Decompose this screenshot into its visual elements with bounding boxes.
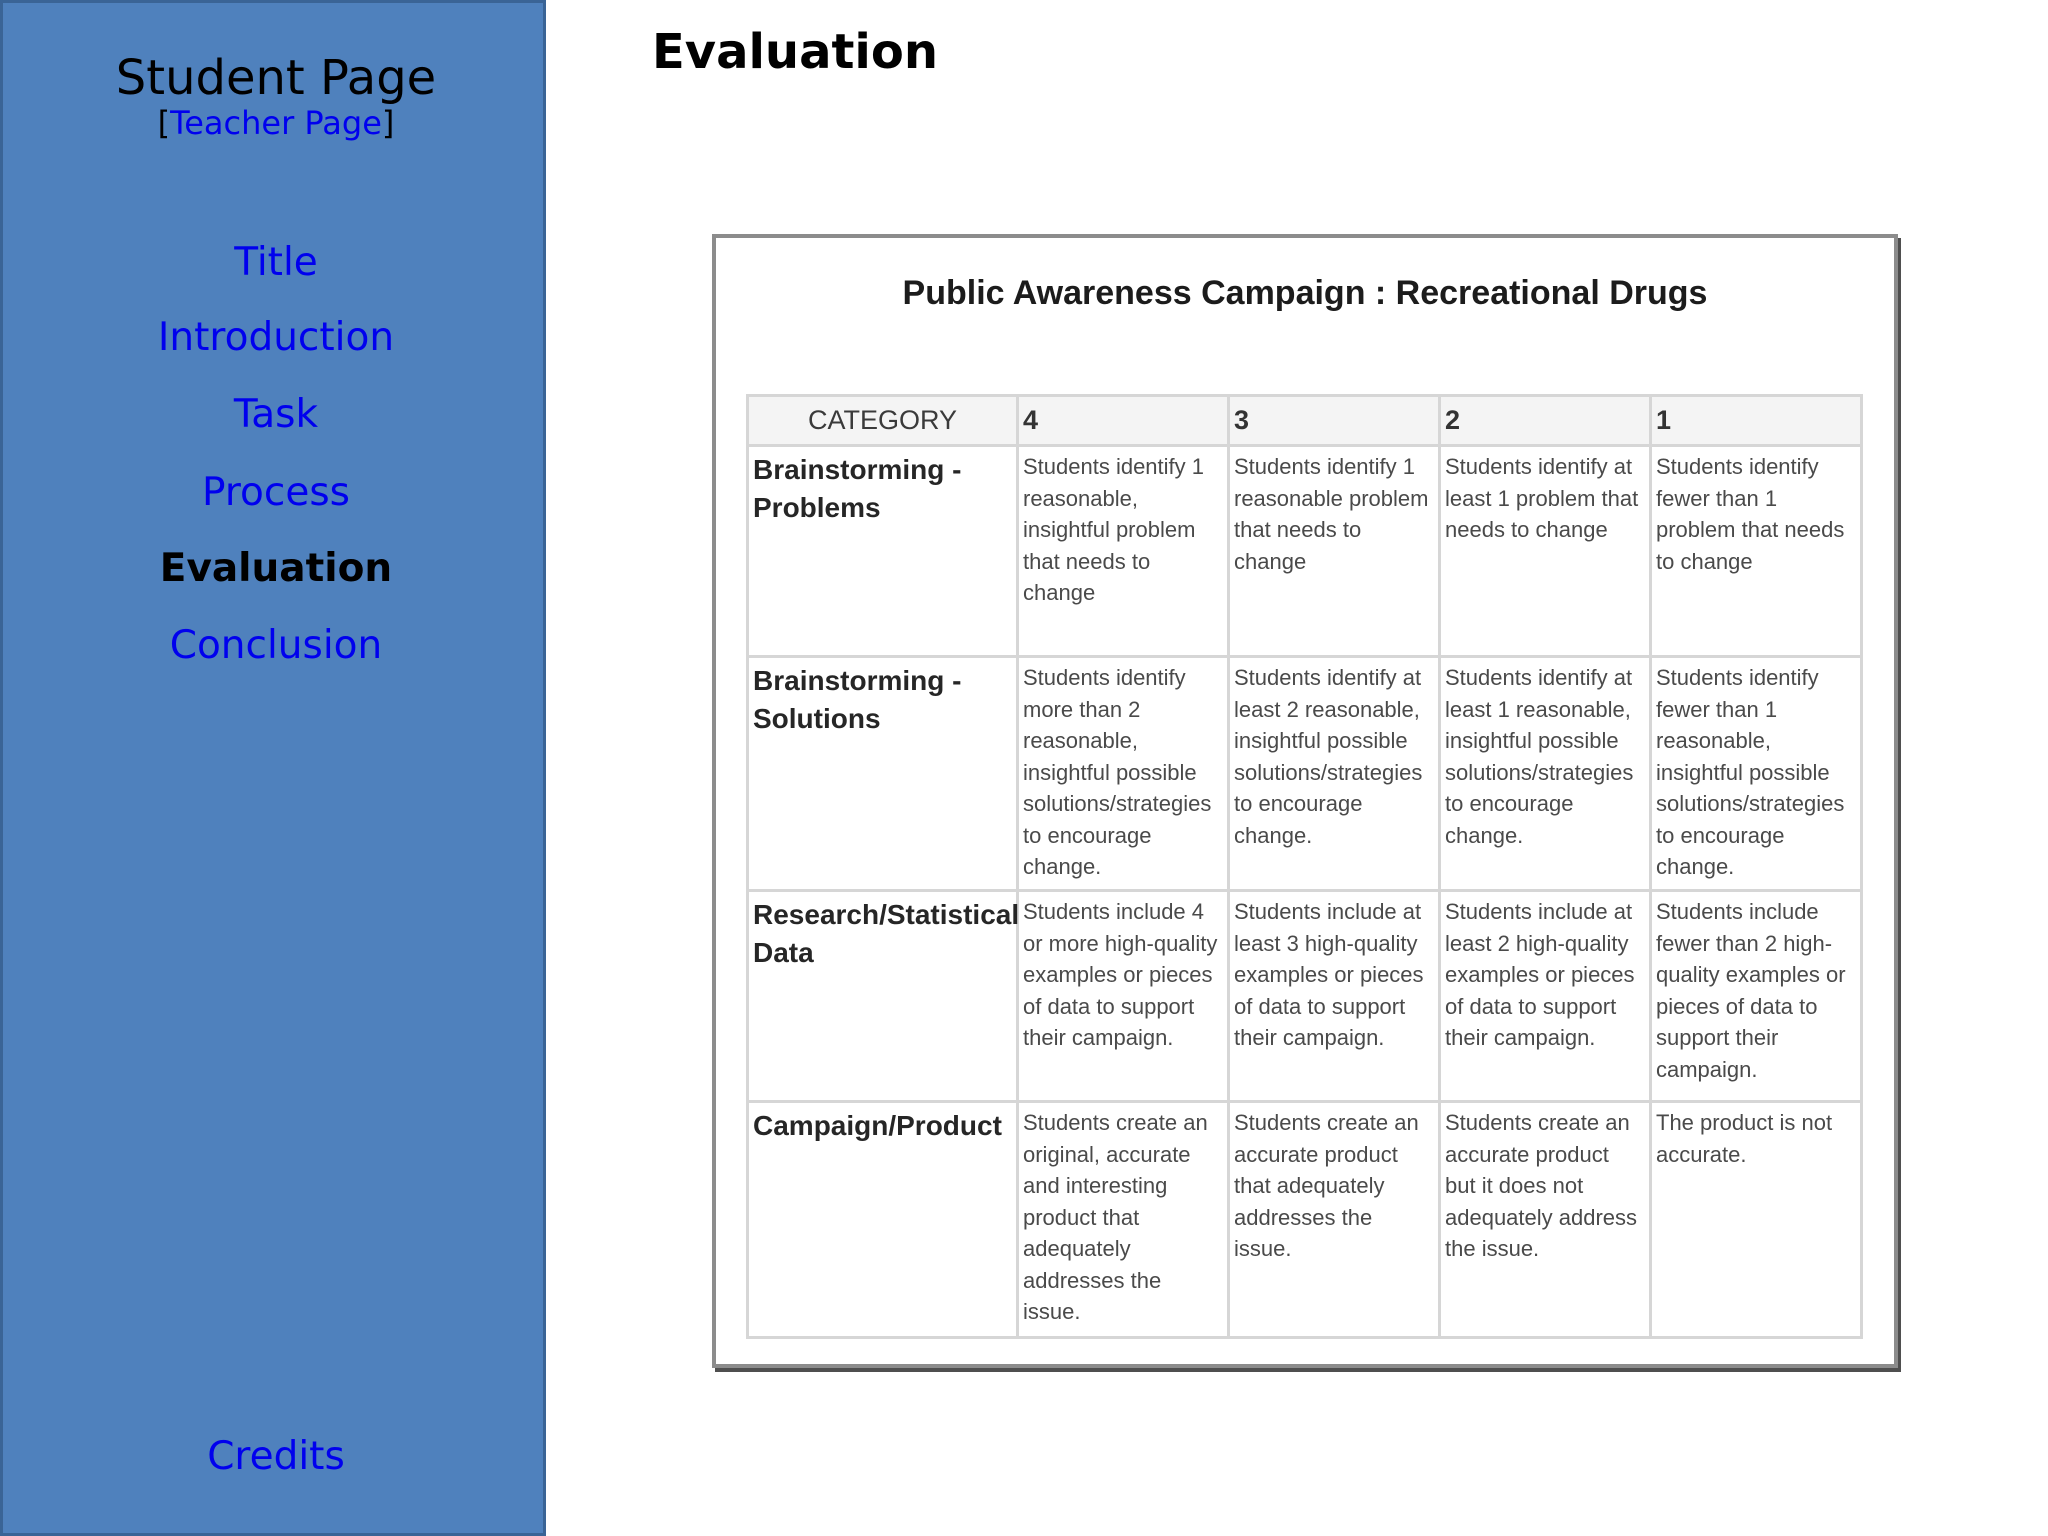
table-cell: The product is not accurate.	[1651, 1102, 1862, 1338]
rubric-title: Public Awareness Campaign : Recreational Drugs	[902, 274, 1708, 312]
bracket-close: ]	[381, 104, 395, 142]
table-row	[748, 657, 1862, 891]
row-category: Brainstorming - Problems	[748, 446, 1018, 657]
table-cell: Students identify at least 1 reasonable, insightful possible solutions/strategies to encourage change.	[1440, 657, 1651, 891]
nav-item-process[interactable]: Process	[202, 470, 350, 515]
sidebar	[0, 0, 546, 1536]
column-header-2: 2	[1440, 396, 1651, 446]
nav-item-credits[interactable]: Credits	[207, 1434, 345, 1479]
table-row	[748, 1102, 1862, 1338]
table-cell: Students create an accurate product but it does not adequately address the issue.	[1440, 1102, 1651, 1338]
nav-item-evaluation: Evaluation	[159, 546, 393, 591]
row-category: Research/Statistical Data	[748, 891, 1018, 1102]
teacher-page-link-wrapper	[3, 103, 549, 143]
row-category: Brainstorming - Solutions	[748, 657, 1018, 891]
table-cell: Students create an original, accurate and interesting product that adequately addresses the issue.	[1018, 1102, 1229, 1338]
column-header-4: 4	[1018, 396, 1229, 446]
table-cell: Students identify at least 2 reasonable, insightful possible solutions/strategies to encourage change.	[1229, 657, 1440, 891]
rubric-table	[746, 394, 1863, 1339]
table-cell: Students identify 1 reasonable, insightful problem that needs to change	[1018, 446, 1229, 657]
table-cell: Students identify fewer than 1 reasonable, insightful possible solutions/strategies to encourage change.	[1651, 657, 1862, 891]
rubric-image	[712, 234, 1898, 1368]
table-row	[748, 446, 1862, 657]
bracket-open: [	[157, 104, 171, 142]
column-header-category: CATEGORY	[748, 396, 1018, 446]
table-cell: Students identify more than 2 reasonable, insightful possible solutions/strategies to encourage change.	[1018, 657, 1229, 891]
nav-item-title[interactable]: Title	[234, 240, 318, 285]
sidebar-title: Student Page	[115, 50, 437, 106]
table-cell: Students include at least 2 high-quality examples or pieces of data to support their campaign.	[1440, 891, 1651, 1102]
table-cell: Students include at least 3 high-quality examples or pieces of data to support their campaign.	[1229, 891, 1440, 1102]
table-cell: Students include 4 or more high-quality examples or pieces of data to support their campaign.	[1018, 891, 1229, 1102]
nav-item-task[interactable]: Task	[233, 392, 319, 437]
table-cell: Students identify fewer than 1 problem that needs to change	[1651, 446, 1862, 657]
table-cell: Students identify at least 1 problem that needs to change	[1440, 446, 1651, 657]
nav-item-introduction[interactable]: Introduction	[157, 315, 395, 360]
table-cell: Students identify 1 reasonable problem that needs to change	[1229, 446, 1440, 657]
table-cell: Students include fewer than 2 high-quality examples or pieces of data to support their campaign.	[1651, 891, 1862, 1102]
table-header-row	[748, 396, 1862, 446]
table-cell: Students create an accurate product that adequately addresses the issue.	[1229, 1102, 1440, 1338]
nav-item-conclusion[interactable]: Conclusion	[169, 623, 383, 668]
teacher-page-link[interactable]: Teacher Page	[170, 104, 382, 142]
page-title: Evaluation	[652, 24, 939, 80]
table-row	[748, 891, 1862, 1102]
row-category: Campaign/Product	[748, 1102, 1018, 1338]
column-header-1: 1	[1651, 396, 1862, 446]
column-header-3: 3	[1229, 396, 1440, 446]
